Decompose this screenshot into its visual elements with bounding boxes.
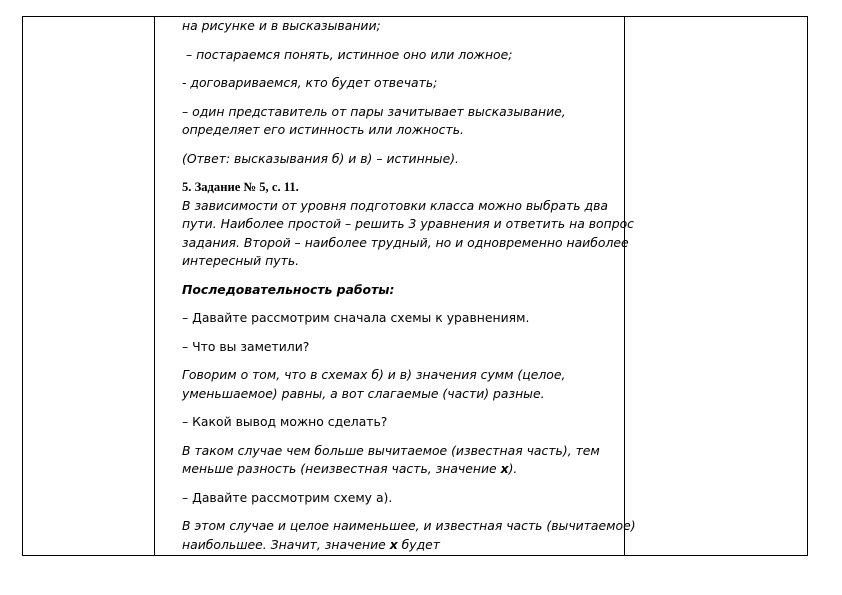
text-line-11-a: В таком случае чем больше вычитаемое (известная часть), тем меньше разность (неизвестная часть, значение (182, 442, 600, 476)
text-line-13-a: В этом случае и целое наименьшее, и известная часть (вычитаемое) наибольшее. Значит, значение (182, 518, 636, 552)
text-line-2: – постараемся понять, истинное оно или ложное; (182, 46, 513, 62)
column-divider-left (154, 17, 155, 555)
variable-x: х (500, 461, 509, 476)
text-line-3: - договариваемся, кто будет отвечать; (182, 75, 438, 90)
lesson-text-cell (182, 17, 644, 554)
task-heading: 5. Задание № 5, с. 11. (182, 180, 299, 194)
text-line-11 (182, 442, 644, 479)
text-line-13-b: будет (397, 536, 441, 552)
text-line-6: В зависимости от уровня подготовки класса можно выбрать два пути. Наиболее простой – решить 3 уравнения и ответить на вопрос задания. Второй – наиболее трудный, но и одновременно наиболее интересный путь. (182, 197, 634, 268)
sequence-heading: Последовательность работы: (182, 281, 395, 297)
text-line-9: Говорим о том, что в схемах б) и в) значения сумм (целое, уменьшаемое) равны, а вот слагаемые (части) разные. (182, 367, 566, 401)
text-line-7: – Давайте рассмотрим сначала схемы к уравнениям. (182, 310, 530, 325)
text-line-13 (182, 517, 644, 554)
text-line-11-b: ). (508, 461, 518, 476)
text-line-5: (Ответ: высказывания б) и в) – истинные). (182, 150, 459, 166)
text-line-10: – Какой вывод можно сделать? (182, 414, 388, 429)
lesson-table (22, 16, 808, 556)
variable-x-2: х (389, 536, 398, 552)
text-line-12: – Давайте рассмотрим схему а). (182, 489, 393, 505)
text-line-1: на рисунке и в высказывании; (182, 18, 381, 33)
text-line-4: – один представитель от пары зачитывает высказывание, определяет его истинность или ложность. (182, 103, 566, 137)
text-line-8: – Что вы заметили? (182, 338, 310, 354)
